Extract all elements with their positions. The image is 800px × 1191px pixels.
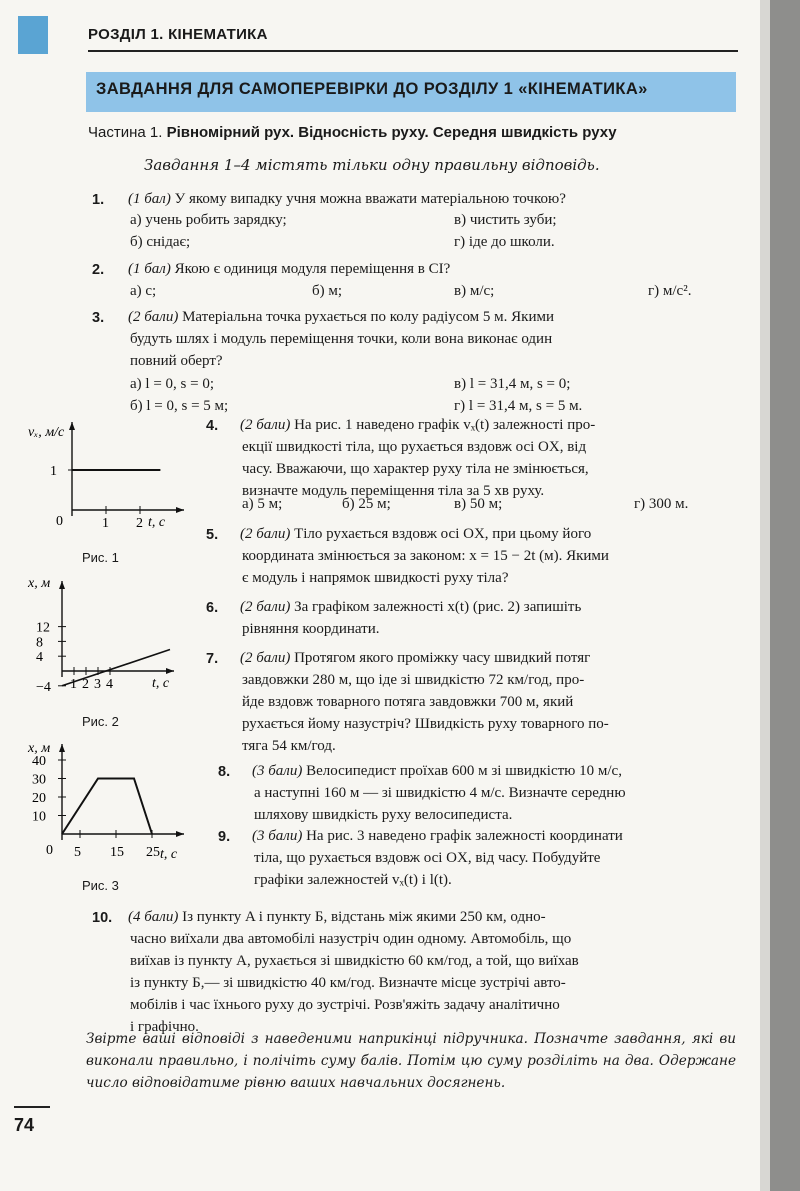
- fig3-y-tick-label: 30: [32, 772, 46, 788]
- q2-option-a: а) с;: [130, 283, 157, 299]
- q4-line4: визначте модуль переміщення тіла за 5 хв руху.: [242, 483, 545, 499]
- figure-3-caption: Рис. 3: [82, 878, 119, 893]
- q8-line3: шляхову швидкість руху велосипедиста.: [254, 807, 513, 823]
- q1-option-d: г) іде до школи.: [454, 234, 555, 250]
- q5-number: 5.: [206, 527, 219, 543]
- fig1-x-arrow: [176, 507, 184, 513]
- q1-text: [128, 188, 566, 211]
- fig1-origin: 0: [56, 514, 63, 529]
- fig2-x-tick-label: 4: [106, 677, 113, 692]
- page-number: 74: [14, 1115, 35, 1135]
- q8-line1: [252, 760, 622, 783]
- q10-question: Із пункту A і пункту Б, відстань між якими 250 км, одно-: [178, 909, 546, 925]
- fig3-x-arrow: [176, 831, 184, 837]
- q4-line1: [240, 414, 595, 437]
- fig2-x-label: t, c: [152, 676, 170, 691]
- fig2-x-tick-label: 1: [70, 677, 77, 692]
- section-banner: [86, 72, 736, 112]
- figure-2-chart: [24, 575, 194, 715]
- q2-points: (1 бал): [128, 261, 171, 277]
- fig2-y-tick-label: 8: [36, 635, 43, 651]
- q9-line2: тіла, що рухається вздовж осі OX, від часу. Побудуйте: [254, 850, 601, 866]
- q10-line4: із пункту Б,— зі швидкістю 40 км/год. Визначте місце зустрічі авто-: [130, 975, 566, 991]
- q7-line3: йде вздовж товарного потяга завдовжки 700 м, який: [242, 694, 574, 710]
- fig3-x-label: t, c: [160, 847, 178, 862]
- fig3-y-tick-label: 40: [32, 754, 46, 769]
- q7-points: (2 бали): [240, 650, 291, 666]
- fig2-x-arrow: [166, 668, 174, 674]
- q7-line5: тяга 54 км/год.: [242, 738, 336, 754]
- q4-option-c: в) 50 м;: [454, 496, 503, 512]
- q5-line1: [240, 523, 591, 546]
- figure-3-chart: [24, 738, 204, 878]
- fig3-x-tick-label: 25: [146, 845, 160, 860]
- q3-line2: будуть шлях і модуль переміщення точки, коли вона виконає один: [130, 331, 553, 347]
- q10-line3: виїхав із пункту A, рухається зі швидкістю 60 км/год, а той, що виїхав: [130, 953, 579, 969]
- fig3-x-tick-label: 5: [74, 845, 81, 860]
- fig2-x-tick-label: 3: [94, 677, 101, 692]
- q9-line1: [252, 825, 623, 848]
- q3-question: Матеріальна точка рухається по колу радіусом 5 м. Якими: [178, 309, 554, 325]
- fig2-y-tick-label: 12: [36, 620, 50, 636]
- q5-line2: координата змінюється за законом: x = 15 − 2t (м). Якими: [242, 548, 609, 564]
- q6-line1: [240, 596, 581, 619]
- fig1-y-tick-label: 1: [50, 464, 57, 479]
- q2-option-d: г) м/с².: [648, 283, 692, 299]
- q5-question: Тіло рухається вздовж осі OX, при цьому його: [290, 526, 592, 542]
- chapter-header: РОЗДІЛ 1. КІНЕМАТИКА: [88, 26, 268, 43]
- q7-question: Протягом якого проміжку часу швидкий потяг: [290, 650, 591, 666]
- header-divider: [88, 50, 738, 52]
- fig1-x-label: t, c: [148, 515, 166, 530]
- q6-points: (2 бали): [240, 599, 291, 615]
- figure-1-chart: [24, 410, 194, 560]
- q3-option-a: а) l = 0, s = 0;: [130, 376, 214, 392]
- chapter-marker: [18, 16, 48, 54]
- fig3-y-tick-label: 10: [32, 809, 46, 825]
- q2-number: 2.: [92, 262, 105, 278]
- fig3-x-tick-label: 15: [110, 845, 124, 860]
- figure-2-caption: Рис. 2: [82, 714, 119, 729]
- q2-text: [128, 258, 450, 281]
- q3-option-d: г) l = 31,4 м, s = 5 м.: [454, 398, 583, 414]
- q4-option-d: г) 300 м.: [634, 496, 689, 512]
- q5-line3: є модуль і напрямок швидкості руху тіла?: [242, 570, 509, 586]
- figure-1-caption: Рис. 1: [82, 550, 119, 565]
- q6-number: 6.: [206, 600, 219, 616]
- q3-points: (2 бали): [128, 309, 179, 325]
- q4-option-a: а) 5 м;: [242, 496, 283, 512]
- page-number-rule: [14, 1106, 50, 1108]
- fig1-x-tick-label: 1: [102, 516, 109, 531]
- part-heading: [88, 124, 617, 141]
- fig3-origin: 0: [46, 843, 53, 858]
- q4-line3: часу. Вважаючи, що характер руху тіла не змінюється,: [242, 461, 589, 477]
- fig2-y-tick-label: −4: [36, 679, 51, 695]
- q2-question: Якою є одиниця модуля переміщення в СІ?: [170, 261, 451, 277]
- fig1-y-label: vₓ, м/с: [28, 425, 65, 440]
- fig1-y-arrow: [69, 422, 75, 430]
- q10-line5: мобілів і час їхнього руху до зустрічі. Розв'яжіть задачу аналітично: [130, 997, 560, 1013]
- fig2-x-tick-label: 2: [82, 677, 89, 692]
- q4-number: 4.: [206, 418, 219, 434]
- q3-option-c: в) l = 31,4 м, s = 0;: [454, 376, 571, 392]
- q1-number: 1.: [92, 192, 105, 208]
- q7-line2: завдовжки 280 м, що іде зі швидкістю 72 км/год, про-: [242, 672, 585, 688]
- q4-points: (2 бали): [240, 417, 291, 433]
- q10-line2: часно виїхали два автомобілі назустріч один одному. Автомобіль, що: [130, 931, 572, 947]
- q1-points: (1 бал): [128, 191, 171, 207]
- q7-number: 7.: [206, 651, 219, 667]
- q1-option-b: б) снідає;: [130, 234, 191, 250]
- instruction: Завдання 1–4 містять тільки одну правильну відповідь.: [144, 156, 600, 174]
- q1-option-c: в) чистить зуби;: [454, 212, 557, 228]
- fig3-y-label: x, м: [28, 741, 51, 756]
- q8-question: Велосипедист проїхав 600 м зі швидкістю 10 м/с,: [302, 763, 622, 779]
- q6-question: За графіком залежності x(t) (рис. 2) запишіть: [290, 599, 582, 615]
- q9-number: 9.: [218, 829, 231, 845]
- q6-line2: рівняння координати.: [242, 621, 380, 637]
- q4-line2: екції швидкості тіла, що рухається вздовж осі OX, від: [242, 439, 587, 455]
- q2-option-c: в) м/с;: [454, 283, 495, 299]
- q8-number: 8.: [218, 764, 231, 780]
- q10-line6: і графічно.: [130, 1019, 199, 1035]
- fig2-y-label: x, м: [28, 576, 51, 591]
- fig3-y-tick-label: 20: [32, 791, 46, 806]
- fig2-y-tick-label: 4: [36, 650, 43, 666]
- q1-question: У якому випадку учня можна вважати матеріальною точкою?: [170, 191, 566, 207]
- q8-points: (3 бали): [252, 763, 303, 779]
- q10-number: 10.: [92, 910, 113, 926]
- q9-line3: графіки залежностей vₓ(t) і l(t).: [254, 872, 452, 888]
- part-title: Рівномірний рух. Відносність руху. Середня швидкість руху: [166, 124, 617, 141]
- self-check-note: Звірте ваші відповіді з наведеними наприкінці підручника. Позначте завдання, які ви виконали правильно, і полічіть суму балів. Потім цю суму розділіть на два. Одержане число відповідатиме рівню ваших навчальних досягнень.: [86, 1031, 736, 1091]
- q10-points: (4 бали): [128, 909, 179, 925]
- q2-option-b: б) м;: [312, 283, 343, 299]
- part-label: Частина 1.: [88, 124, 163, 141]
- q9-question: На рис. 3 наведено графік залежності координати: [302, 828, 623, 844]
- q4-option-b: б) 25 м;: [342, 496, 391, 512]
- fig3-series-line: [62, 779, 152, 835]
- q10-line1: [128, 906, 546, 929]
- q4-question: На рис. 1 наведено графік vₓ(t) залежності про-: [290, 417, 596, 433]
- fig2-y-arrow: [59, 581, 65, 589]
- fig1-x-tick-label: 2: [136, 516, 143, 531]
- page-edge: [770, 0, 800, 1191]
- q3-line3: повний оберт?: [130, 353, 223, 369]
- q9-points: (3 бали): [252, 828, 303, 844]
- fig3-y-arrow: [59, 744, 65, 752]
- q3-option-b: б) l = 0, s = 5 м;: [130, 398, 229, 414]
- q3-number: 3.: [92, 310, 105, 326]
- q1-option-a: а) учень робить зарядку;: [130, 212, 287, 228]
- q3-line1: [128, 306, 554, 329]
- q7-line4: рухається йому назустріч? Швидкість руху товарного по-: [242, 716, 609, 732]
- banner-title: ЗАВДАННЯ ДЛЯ САМОПЕРЕВІРКИ ДО РОЗДІЛУ 1 «КІНЕМАТИКА»: [96, 80, 648, 98]
- q5-points: (2 бали): [240, 526, 291, 542]
- page-edge-shadow: [760, 0, 770, 1191]
- q7-line1: [240, 647, 590, 670]
- q8-line2: а наступні 160 м — зі швидкістю 4 м/с. Визначте середню: [254, 785, 626, 801]
